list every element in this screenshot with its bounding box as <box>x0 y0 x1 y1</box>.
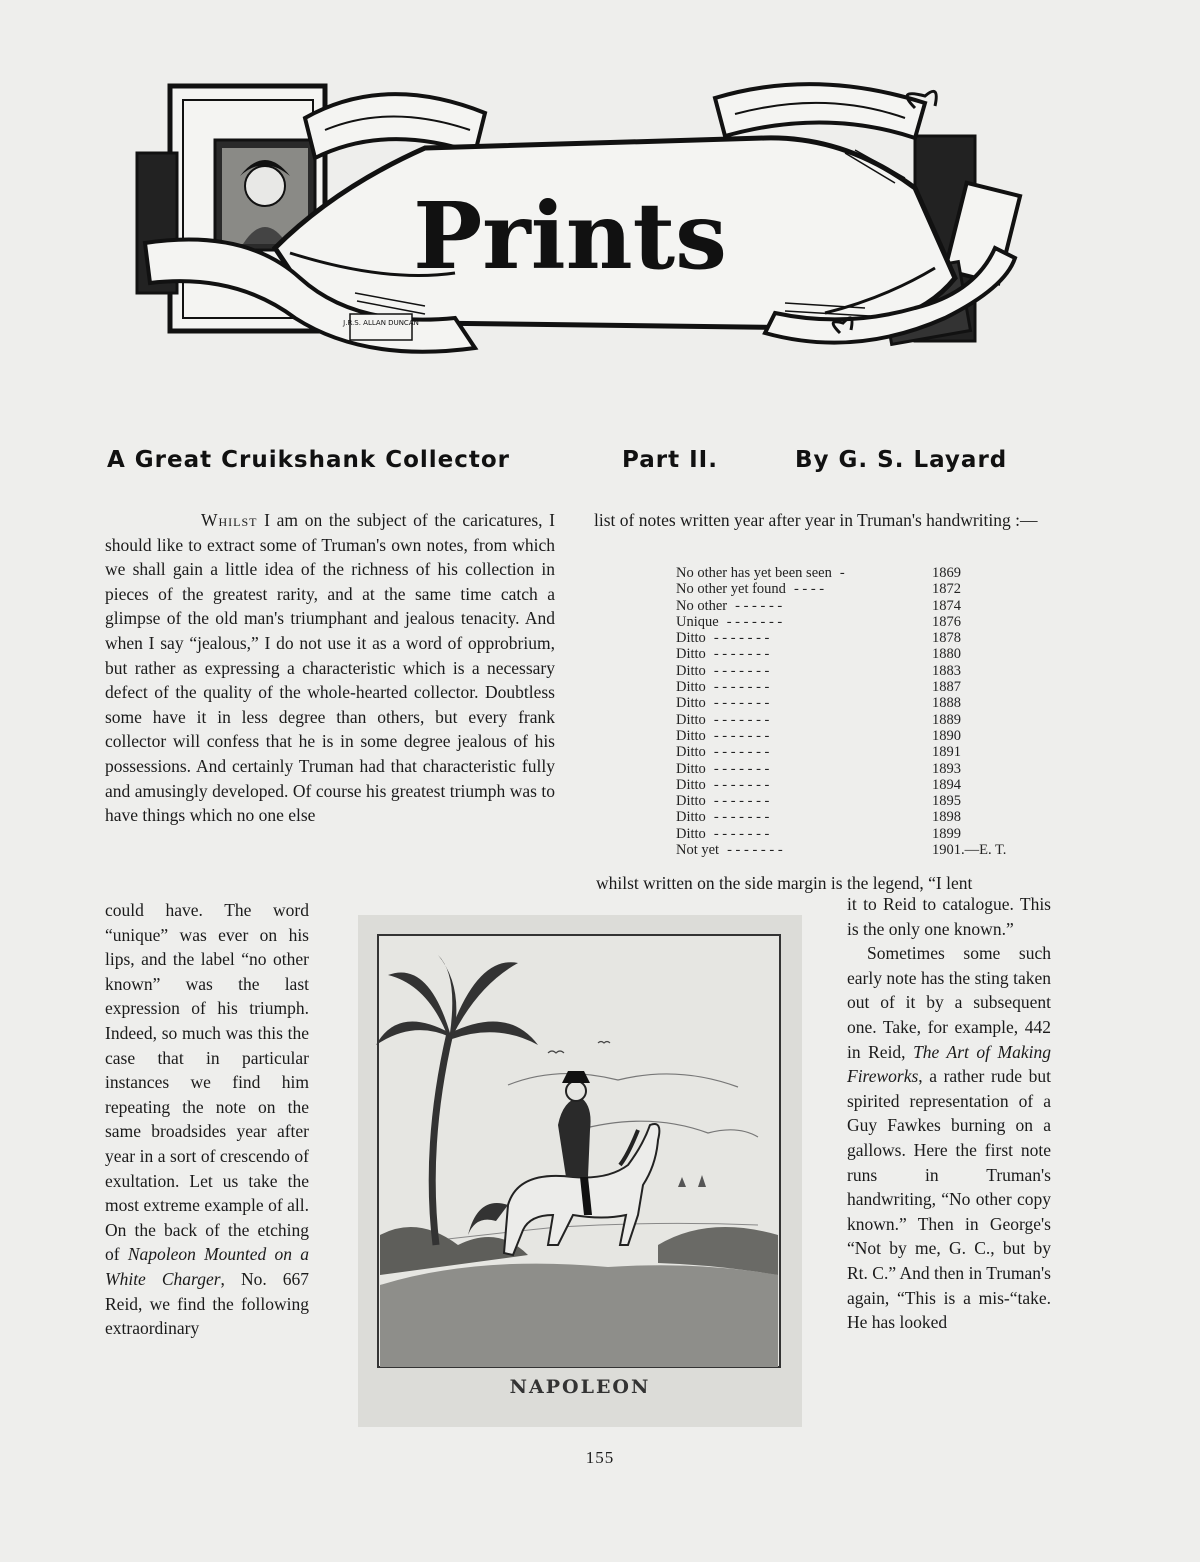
note-year: 1869 <box>932 565 961 581</box>
note-year: 1898 <box>932 809 961 826</box>
note-dashes: - - - - <box>793 581 825 598</box>
prints-banner <box>125 78 1025 378</box>
note-label <box>676 663 932 679</box>
note-label <box>676 744 932 760</box>
note-text: Ditto <box>676 793 706 810</box>
note-text: Ditto <box>676 744 706 761</box>
fireworks-title: The Art of Making Fireworks <box>847 1041 1051 1087</box>
note-text: Ditto <box>676 630 706 647</box>
note-label <box>676 777 932 793</box>
note-label <box>676 598 932 614</box>
note-year: 1901.—E. T. <box>932 842 1007 859</box>
note-label <box>676 581 932 597</box>
note-text: Not yet <box>676 842 720 859</box>
notes-row <box>676 826 1042 842</box>
note-dashes: - - - - - - - <box>713 695 770 712</box>
note-text: Ditto <box>676 825 706 842</box>
notes-row <box>676 809 1042 825</box>
note-dashes: - - - - - - <box>735 597 783 614</box>
note-dashes: - - - - - - - <box>713 776 770 793</box>
note-year: 1883 <box>932 662 961 679</box>
banner-signature: J.R.S. ALLAN DUNCAN <box>343 319 419 327</box>
notes-row <box>676 761 1042 777</box>
note-dashes: - - - - - - - <box>713 825 770 842</box>
right-text-b2: , a rather rude but spirited representation of a Guy Fawkes burning on a gallows. Here the first note runs in Truman's handwriting, “No other copy known.” Then in George's “Not by me, G. C., but by Rt. C.” And then in Truman's again, “This is a mis-“take. He has looked <box>847 1066 1051 1333</box>
note-label <box>676 695 932 711</box>
right-paragraph-a: it to Reid to catalogue. This is the only one known.” <box>847 894 1051 939</box>
notes-row <box>676 630 1042 646</box>
etching-title: Napoleon Mounted on a White Charger <box>105 1244 310 1289</box>
note-year: 1899 <box>932 825 961 842</box>
narrow-text-1: could have. The word “unique” was ever on his lips, and the label “no other known” was the last expression of his triumph. Indeed, so much was this the case that in particular instances we find him repeating the note on the same broadsides year after year in a sort of crescendo of exultation. Let us take the most extreme example of all. On the back of the etching of <box>105 900 309 1265</box>
notes-row <box>676 679 1042 695</box>
right-top-text <box>594 508 1054 533</box>
notes-row <box>676 842 1042 858</box>
after-table-line: whilst written on the side margin is the legend, “I lent <box>596 873 973 893</box>
note-label <box>676 793 932 809</box>
note-dashes: - - - - - - - <box>713 760 770 777</box>
note-dashes: - - - - - - - <box>713 809 770 826</box>
note-text: No other <box>676 597 728 614</box>
note-year: 1874 <box>932 597 961 614</box>
note-dashes: - - - - - - - <box>713 727 770 744</box>
note-label <box>676 761 932 777</box>
illustration-caption: NAPOLEON <box>509 1376 651 1398</box>
note-label <box>676 712 932 728</box>
notes-table <box>676 565 1042 858</box>
notes-row <box>676 581 1042 597</box>
note-text: Ditto <box>676 776 706 793</box>
narrow-text-2: , No. 667 Reid, we find the following extraordinary <box>105 1268 310 1339</box>
note-year: 1894 <box>932 776 961 793</box>
note-year: 1878 <box>932 630 961 647</box>
notes-row <box>676 744 1042 760</box>
notes-row <box>676 728 1042 744</box>
note-dashes: - - - - - - - <box>726 613 783 630</box>
note-dashes: - - - - - - - <box>713 662 770 679</box>
narrow-column <box>105 898 309 1341</box>
article-title: A Great Cruikshank Collector <box>107 447 511 473</box>
note-label <box>676 728 932 744</box>
note-dashes: - <box>839 565 845 581</box>
right-column <box>847 892 1051 1335</box>
notes-row <box>676 712 1042 728</box>
article-part: Part II. <box>622 447 718 473</box>
dropcap-word: Whilst <box>201 510 258 530</box>
notes-row <box>676 695 1042 711</box>
note-text: Ditto <box>676 695 706 712</box>
note-year: 1888 <box>932 695 961 712</box>
note-label <box>676 809 932 825</box>
note-text: No other yet found <box>676 581 786 598</box>
note-year: 1887 <box>932 679 961 696</box>
note-dashes: - - - - - - - <box>713 679 770 696</box>
note-dashes: - - - - - - - <box>713 793 770 810</box>
note-text: Ditto <box>676 711 706 728</box>
note-year: 1872 <box>932 581 961 598</box>
note-text: Ditto <box>676 760 706 777</box>
page-number: 155 <box>585 1448 615 1467</box>
napoleon-illustration <box>358 915 802 1427</box>
note-label <box>676 842 932 858</box>
note-label <box>676 565 932 581</box>
notes-intro: list of notes written year after year in Truman's handwriting :— <box>594 510 1038 530</box>
note-text: Ditto <box>676 727 706 744</box>
note-year: 1890 <box>932 727 961 744</box>
note-label <box>676 826 932 842</box>
note-dashes: - - - - - - - <box>713 711 770 728</box>
left-paragraph: I am on the subject of the caricatures, I should like to extract some of Truman's own notes, from which we shall gain a little idea of the richness of his collection in pieces of the greatest rarity, and at the same time catch a glimpse of the old man's triumphant and jealous tenacity. And when I say “jealous,” I do not use it as a word of opprobrium, but rather as expressing a characteristic which is a necessary defect of the quality of the whole-hearted collector. Doubtless some have it in less degree than others, but every frank collector will confess that he is in some degree jealous of his possessions. And certainly Truman had that characteristic fully and amusingly developed. Of course his greatest triumph was to have things which no one else <box>105 510 555 826</box>
note-text: Unique <box>676 613 719 630</box>
note-label <box>676 630 932 646</box>
note-label <box>676 614 932 630</box>
notes-row <box>676 598 1042 614</box>
note-year: 1876 <box>932 613 961 630</box>
note-text: Ditto <box>676 679 706 696</box>
note-dashes: - - - - - - - <box>713 630 770 647</box>
right-text-b1: Sometimes some such early note has the sting taken out of it by a subsequent one. Take, for example, 442 in Reid, <box>847 943 1051 1062</box>
notes-row <box>676 565 1042 581</box>
note-text: No other has yet been seen <box>676 565 832 581</box>
notes-row <box>676 777 1042 793</box>
note-year: 1895 <box>932 793 961 810</box>
note-year: 1891 <box>932 744 961 761</box>
note-text: Ditto <box>676 646 706 663</box>
notes-row <box>676 793 1042 809</box>
note-dashes: - - - - - - - <box>727 842 783 859</box>
note-year: 1880 <box>932 646 961 663</box>
left-column <box>105 508 555 828</box>
note-year: 1889 <box>932 711 961 728</box>
note-text: Ditto <box>676 809 706 826</box>
note-text: Ditto <box>676 662 706 679</box>
note-dashes: - - - - - - - <box>713 744 770 761</box>
note-label <box>676 646 932 662</box>
note-dashes: - - - - - - - <box>713 646 770 663</box>
note-label <box>676 679 932 695</box>
notes-row <box>676 614 1042 630</box>
note-year: 1893 <box>932 760 961 777</box>
banner-title: Prints <box>413 182 727 290</box>
notes-row <box>676 646 1042 662</box>
notes-row <box>676 663 1042 679</box>
article-byline: By G. S. Layard <box>795 447 1008 473</box>
